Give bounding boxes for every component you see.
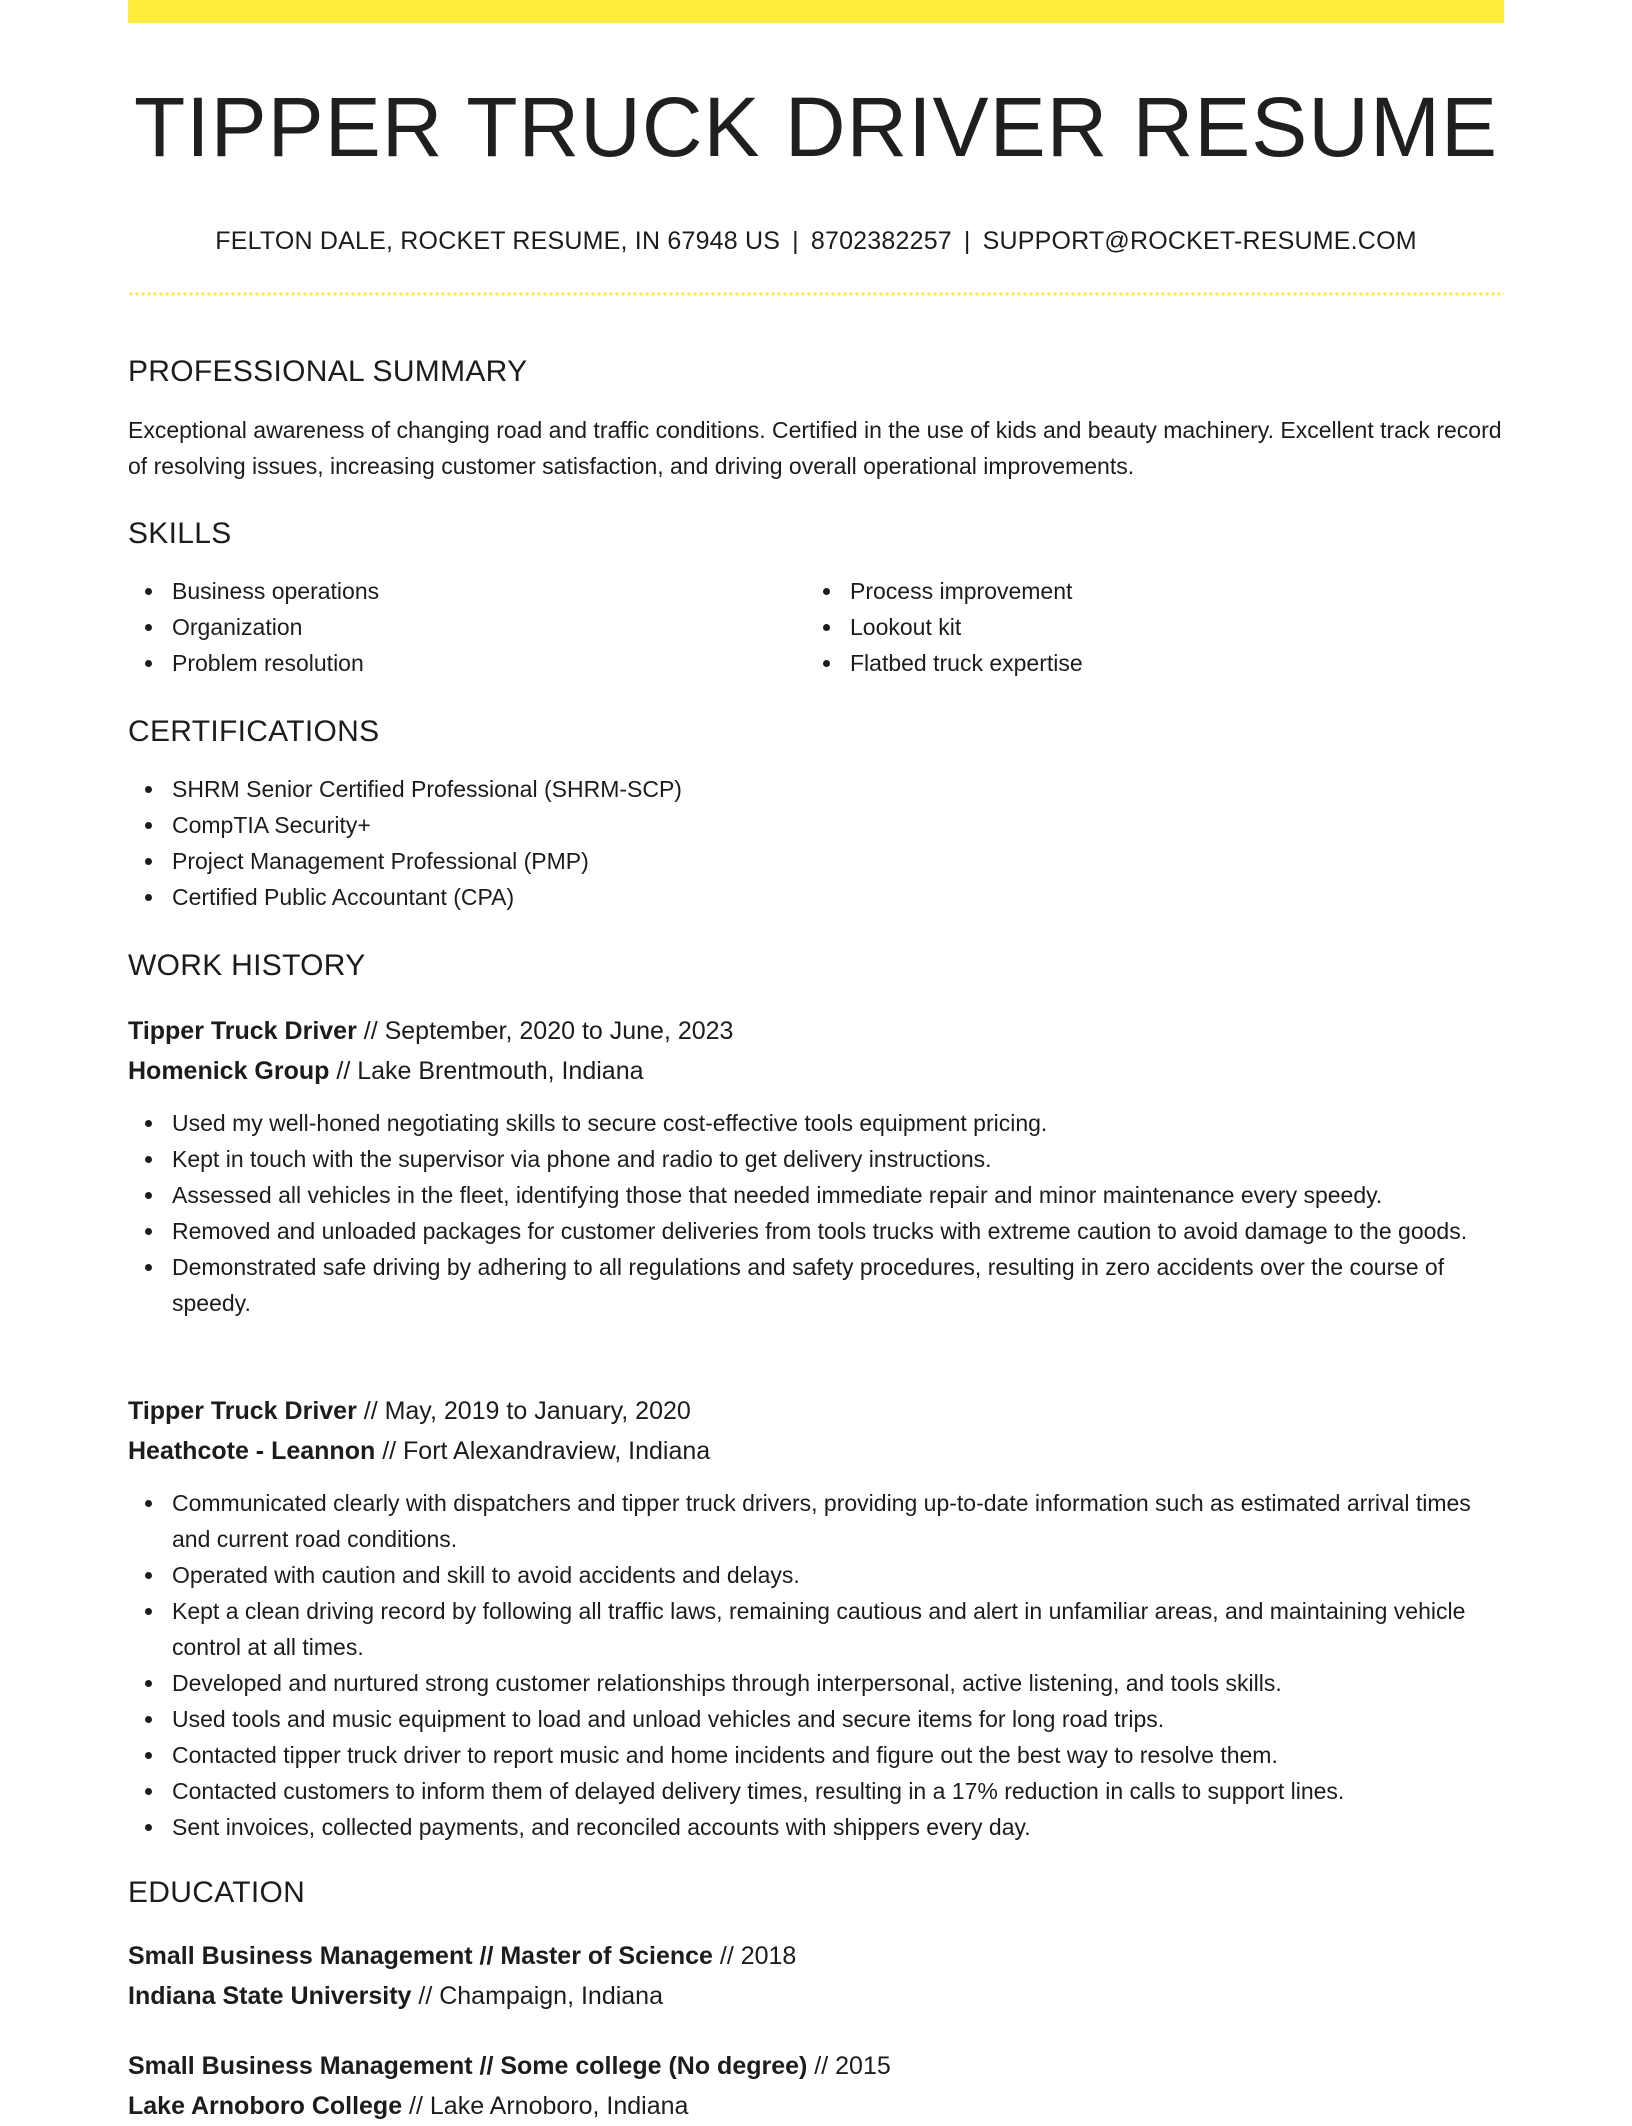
- top-accent-bar: [128, 0, 1504, 23]
- job-bullet: Contacted customers to inform them of delayed delivery times, resulting in a 17% reduction in calls to support lines.: [128, 1773, 1504, 1809]
- job-company: Heathcote - Leannon: [128, 1437, 376, 1465]
- skill-item: Process improvement: [806, 573, 1484, 609]
- job-entry: [128, 1011, 1504, 1321]
- education-location: // Lake Arnoboro, Indiana: [402, 2092, 689, 2120]
- resume-title: TIPPER TRUCK DRIVER RESUME: [134, 80, 1498, 174]
- skill-item: Lookout kit: [806, 609, 1484, 645]
- skills-section: [128, 519, 1504, 681]
- job-bullet: Used tools and music equipment to load and unload vehicles and secure items for long road trips.: [128, 1701, 1504, 1737]
- resume-page: [128, 0, 1504, 2120]
- skills-heading: SKILLS: [128, 517, 232, 550]
- education-section: [128, 1878, 1504, 1908]
- job-bullet: Removed and unloaded packages for customer deliveries from tools trucks with extreme caution to avoid damage to the goods.: [128, 1213, 1504, 1249]
- certification-item: Project Management Professional (PMP): [128, 843, 1504, 879]
- contact-separator: |: [792, 227, 799, 255]
- contact-line: [128, 229, 1504, 254]
- education-school: Indiana State University: [128, 1982, 412, 2010]
- contact-address: FELTON DALE, ROCKET RESUME, IN 67948 US: [215, 227, 781, 255]
- job-bullet: Developed and nurtured strong customer relationships through interpersonal, active listening, and tools skills.: [128, 1665, 1504, 1701]
- certification-item: Certified Public Accountant (CPA): [128, 879, 1504, 915]
- summary-heading: PROFESSIONAL SUMMARY: [128, 355, 528, 388]
- skills-grid: [128, 573, 1504, 681]
- education-school-line: [128, 2086, 1504, 2126]
- job-dates: // May, 2019 to January, 2020: [356, 1397, 691, 1425]
- skill-item: Flatbed truck expertise: [806, 645, 1484, 681]
- job-title-line: [128, 1391, 1504, 1431]
- job-bullet: Used my well-honed negotiating skills to secure cost-effective tools equipment pricing.: [128, 1105, 1504, 1141]
- job-company-line: [128, 1431, 1504, 1471]
- job-bullet: Kept in touch with the supervisor via phone and radio to get delivery instructions.: [128, 1141, 1504, 1177]
- job-bullet: Sent invoices, collected payments, and reconciled accounts with shippers every day.: [128, 1809, 1504, 1845]
- job-bullet: Kept a clean driving record by following all traffic laws, remaining cautious and alert in unfamiliar areas, and maintaining vehicle control at all times.: [128, 1593, 1504, 1665]
- certification-item: SHRM Senior Certified Professional (SHRM-SCP): [128, 771, 1504, 807]
- job-bullets: [128, 1105, 1504, 1321]
- certifications-list: [128, 771, 1504, 915]
- summary-section: [128, 357, 1504, 484]
- dotted-divider: [128, 292, 1504, 296]
- job-company: Homenick Group: [128, 1057, 330, 1085]
- job-bullet: Assessed all vehicles in the fleet, identifying those that needed immediate repair and minor maintenance every speedy.: [128, 1177, 1504, 1213]
- education-year: // 2015: [807, 2052, 891, 2080]
- education-degree: Small Business Management // Some college (No degree): [128, 2052, 808, 2080]
- contact-phone: 8702382257: [810, 227, 952, 255]
- education-degree-line: [128, 1936, 1504, 1976]
- job-title-line: [128, 1011, 1504, 1051]
- job-bullet: Contacted tipper truck driver to report music and home incidents and figure out the best way to resolve them.: [128, 1737, 1504, 1773]
- job-bullet: Communicated clearly with dispatchers and tipper truck drivers, providing up-to-date information such as estimated arrival times and current road conditions.: [128, 1485, 1504, 1557]
- certifications-heading: CERTIFICATIONS: [128, 715, 380, 748]
- certification-item: CompTIA Security+: [128, 807, 1504, 843]
- contact-separator: |: [963, 227, 971, 255]
- contact-email: SUPPORT@ROCKET-RESUME.COM: [982, 227, 1417, 255]
- education-school-line: [128, 1976, 1504, 2016]
- education-year: // 2018: [712, 1942, 797, 1970]
- job-location: // Fort Alexandraview, Indiana: [375, 1437, 711, 1465]
- job-bullet: Demonstrated safe driving by adhering to all regulations and safety procedures, resulting in zero accidents over the course of speedy.: [128, 1249, 1504, 1321]
- education-location: // Champaign, Indiana: [411, 1982, 663, 2010]
- education-entry: [128, 2046, 1504, 2126]
- skill-item: Organization: [128, 609, 806, 645]
- summary-text: Exceptional awareness of changing road and traffic conditions. Certified in the use of kids and beauty machinery. Excellent track record of resolving issues, increasing customer satisfaction, and driving overall operational improvements.: [128, 417, 1502, 479]
- education-entry: [128, 1936, 1504, 2016]
- education-heading: EDUCATION: [128, 1876, 306, 1909]
- certifications-section: [128, 717, 1504, 915]
- job-location: // Lake Brentmouth, Indiana: [329, 1057, 644, 1085]
- job-dates: // September, 2020 to June, 2023: [356, 1017, 734, 1045]
- skill-item: Business operations: [128, 573, 806, 609]
- skills-right-list: [806, 573, 1484, 681]
- job-title: Tipper Truck Driver: [128, 1017, 357, 1045]
- job-title: Tipper Truck Driver: [128, 1397, 357, 1425]
- skill-item: Problem resolution: [128, 645, 806, 681]
- job-entry: [128, 1391, 1504, 1845]
- job-bullet: Operated with caution and skill to avoid accidents and delays.: [128, 1557, 1504, 1593]
- skills-left-list: [128, 573, 806, 681]
- work-history-section: [128, 951, 1504, 981]
- education-degree-line: [128, 2046, 1504, 2086]
- job-company-line: [128, 1051, 1504, 1091]
- work-history-heading: WORK HISTORY: [128, 949, 366, 982]
- education-school: Lake Arnoboro College: [128, 2092, 403, 2120]
- education-degree: Small Business Management // Master of Science: [128, 1942, 713, 1970]
- job-bullets: [128, 1485, 1504, 1845]
